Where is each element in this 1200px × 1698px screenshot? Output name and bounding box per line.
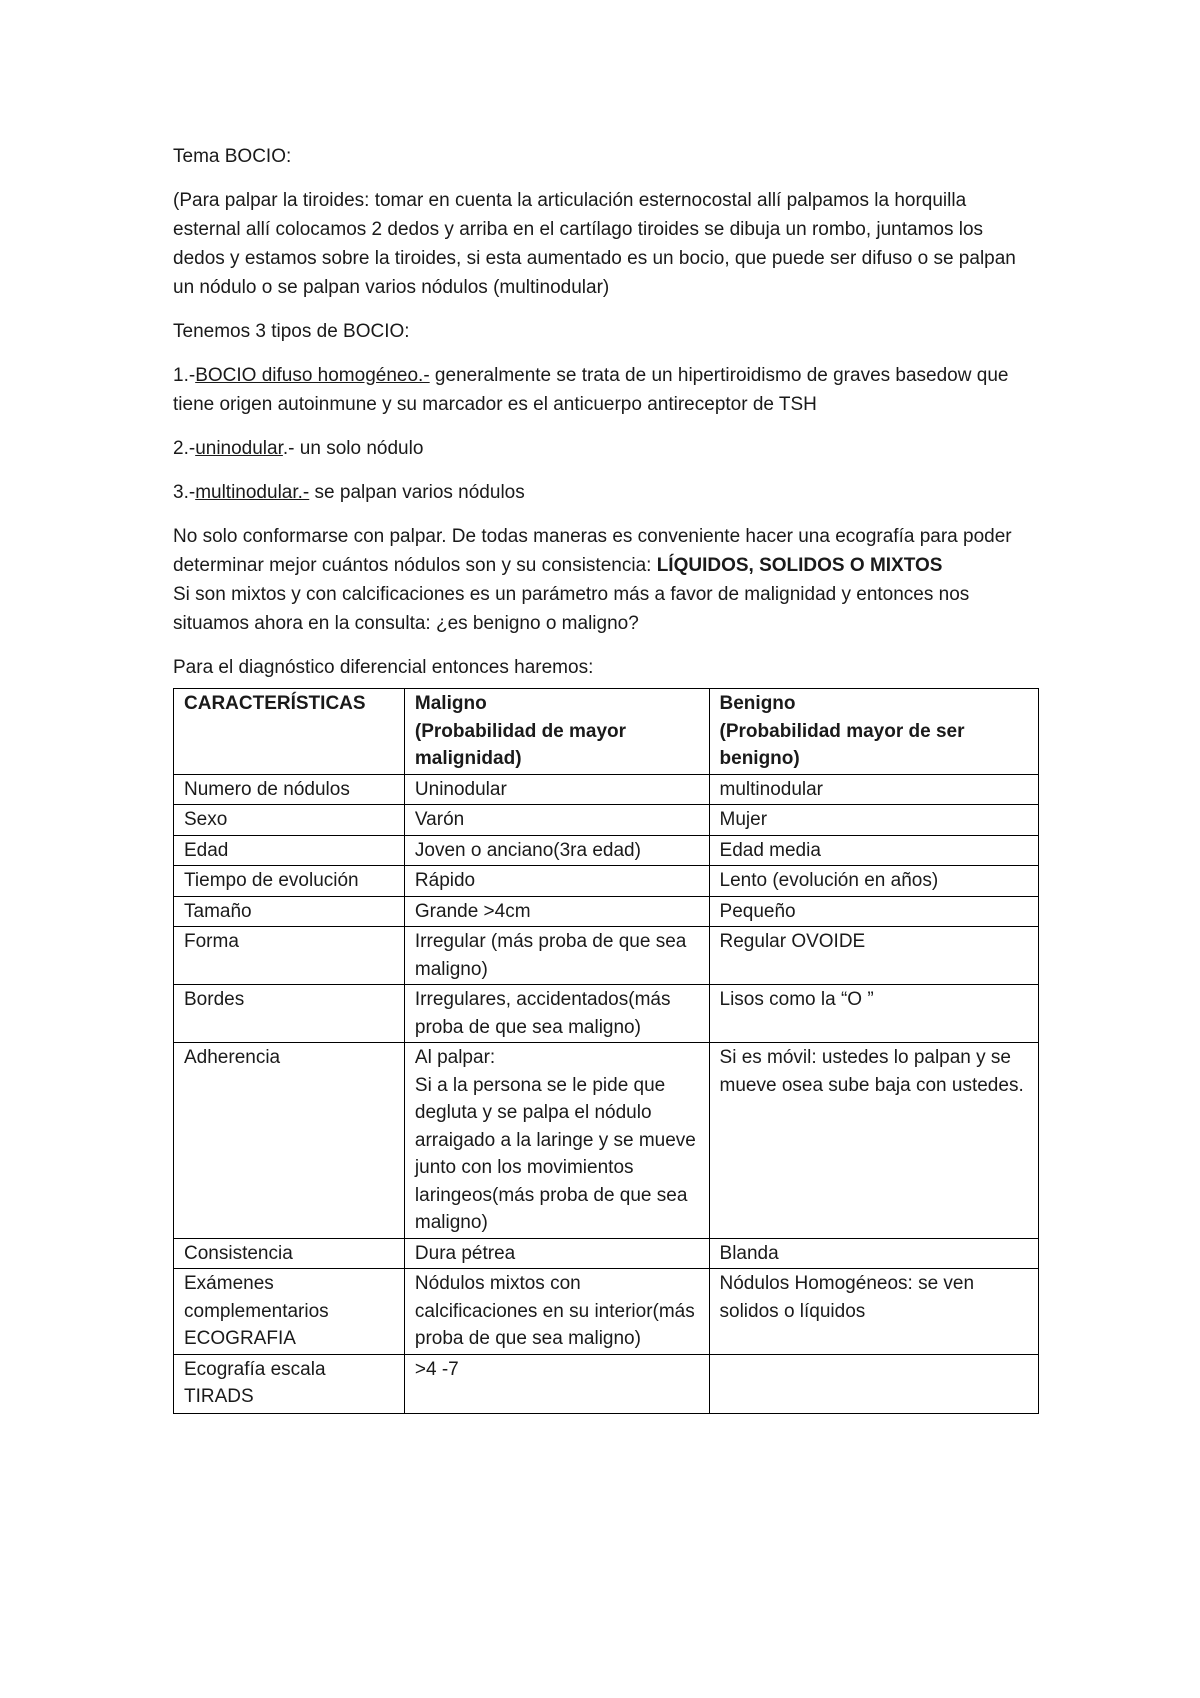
cell-maligno xyxy=(404,1043,709,1239)
type-3-item xyxy=(173,478,1039,507)
cell-maligno: Varón xyxy=(404,805,709,836)
cell-maligno-text: Si a la persona se le pide que degluta y se palpa el nódulo arraigado a la laringe y se mueve junto con los movimientos laringeos(más proba de que sea maligno) xyxy=(414,1074,696,1233)
type-1-text: generalmente se trata de un hipertiroidismo de graves basedow que tiene origen autoinmune y su marcador es el anticuerpo antireceptor de TSH xyxy=(173,365,1009,415)
header-benigno-title: Benigno xyxy=(719,693,796,714)
ecografia-text-b: Si son mixtos y con calcificaciones es un parámetro más a favor de malignidad y entonces nos situamos ahora en la consulta: ¿es benigno o maligno? xyxy=(173,584,970,634)
type-3-term: multinodular.- xyxy=(195,482,310,503)
cell-maligno-lead: Al palpar: xyxy=(414,1047,496,1068)
table-row xyxy=(174,866,1039,897)
intro-paragraph: (Para palpar la tiroides: tomar en cuenta la articulación esternocostal allí palpamos la horquilla esternal allí colocamos 2 dedos y arriba en el cartílago tiroides se dibuja un rombo, juntamos los dedos y estamos sobre la tiroides, si esta aumentado es un bocio, que puede ser difuso o se palpan un nódulo o se palpan varios nódulos (multinodular) xyxy=(173,190,1016,298)
cell-benigno: Blanda xyxy=(709,1238,1038,1269)
ecografia-text-a: No solo conformarse con palpar. De todas maneras es conveniente hacer una ecografía para poder determinar mejor cuántos nódulos son y su consistencia: xyxy=(173,526,1012,576)
table-row xyxy=(174,896,1039,927)
type-3-text: se palpan varios nódulos xyxy=(309,482,525,503)
cell-benigno xyxy=(709,1354,1038,1413)
cell-characteristic: Tamaño xyxy=(174,896,405,927)
cell-char-line-2: complementarios xyxy=(184,1300,329,1322)
cell-characteristic: Ecografía escala TIRADS xyxy=(174,1354,405,1413)
cell-characteristic: Consistencia xyxy=(174,1238,405,1269)
type-1-item xyxy=(173,361,1039,419)
table-row xyxy=(174,1043,1039,1239)
cell-maligno: Irregular (más proba de que sea maligno) xyxy=(404,927,709,985)
cell-maligno: Dura pétrea xyxy=(404,1238,709,1269)
cell-maligno: >4 -7 xyxy=(404,1354,709,1413)
table-row xyxy=(174,927,1039,985)
cell-maligno: Joven o anciano(3ra edad) xyxy=(404,835,709,866)
cell-char-line-1: Exámenes xyxy=(184,1273,274,1294)
diagnostic-table xyxy=(173,688,1039,1414)
cell-characteristic: Sexo xyxy=(174,805,405,836)
ecografia-paragraph xyxy=(173,522,1039,638)
table-row xyxy=(174,1269,1039,1355)
type-2-text: un solo nódulo xyxy=(294,438,424,459)
cell-characteristic: Adherencia xyxy=(174,1043,405,1239)
cell-maligno: Irregulares, accidentados(más proba de que sea maligno) xyxy=(404,985,709,1043)
table-row xyxy=(174,985,1039,1043)
diag-heading: Para el diagnóstico diferencial entonces haremos: xyxy=(173,657,594,678)
cell-benigno: Lisos como la “O ” xyxy=(709,985,1038,1043)
header-maligno-title: Maligno xyxy=(414,693,487,714)
cell-characteristic: Forma xyxy=(174,927,405,985)
type-3-number: 3.- xyxy=(173,482,196,503)
cell-characteristic: Tiempo de evolución xyxy=(174,866,405,897)
document-page xyxy=(173,142,1039,1414)
table-row xyxy=(174,805,1039,836)
cell-benigno: Regular OVOIDE xyxy=(709,927,1038,985)
cell-maligno: Nódulos mixtos con calcificaciones en su interior(más proba de que sea maligno) xyxy=(404,1269,709,1355)
type-2-item xyxy=(173,434,1039,463)
table-row xyxy=(174,1238,1039,1269)
cell-benigno: Si es móvil: ustedes lo palpan y se mueve osea sube baja con ustedes. xyxy=(709,1043,1038,1239)
cell-benigno: multinodular xyxy=(709,774,1038,805)
types-heading: Tenemos 3 tipos de BOCIO: xyxy=(173,321,410,342)
table-row xyxy=(174,835,1039,866)
cell-benigno: Mujer xyxy=(709,805,1038,836)
type-2-term: uninodular xyxy=(195,438,283,459)
cell-maligno: Rápido xyxy=(404,866,709,897)
cell-char-line-3: ECOGRAFIA xyxy=(184,1328,296,1349)
header-caracteristicas: CARACTERÍSTICAS xyxy=(174,689,405,775)
ecografia-bold: LÍQUIDOS, SOLIDOS O MIXTOS xyxy=(656,555,943,576)
table-header-row xyxy=(174,689,1039,775)
type-2-term-tail: .- xyxy=(282,438,295,459)
cell-benigno: Pequeño xyxy=(709,896,1038,927)
cell-characteristic: Edad xyxy=(174,835,405,866)
cell-benigno: Lento (evolución en años) xyxy=(709,866,1038,897)
cell-maligno: Uninodular xyxy=(404,774,709,805)
cell-characteristic: Numero de nódulos xyxy=(174,774,405,805)
header-maligno xyxy=(404,689,709,775)
header-benigno xyxy=(709,689,1038,775)
cell-characteristic: Bordes xyxy=(174,985,405,1043)
cell-benigno: Nódulos Homogéneos: se ven solidos o líquidos xyxy=(709,1269,1038,1355)
header-benigno-sub: (Probabilidad mayor de ser benigno) xyxy=(719,720,965,769)
cell-benigno: Edad media xyxy=(709,835,1038,866)
cell-characteristic xyxy=(174,1269,405,1355)
type-1-term: BOCIO difuso homogéneo.- xyxy=(195,365,430,386)
table-row xyxy=(174,1354,1039,1413)
table-row xyxy=(174,774,1039,805)
cell-maligno: Grande >4cm xyxy=(404,896,709,927)
type-1-number: 1.- xyxy=(173,365,196,386)
type-2-number: 2.- xyxy=(173,438,196,459)
header-maligno-sub: (Probabilidad de mayor malignidad) xyxy=(414,720,627,769)
doc-title: Tema BOCIO: xyxy=(173,146,292,167)
